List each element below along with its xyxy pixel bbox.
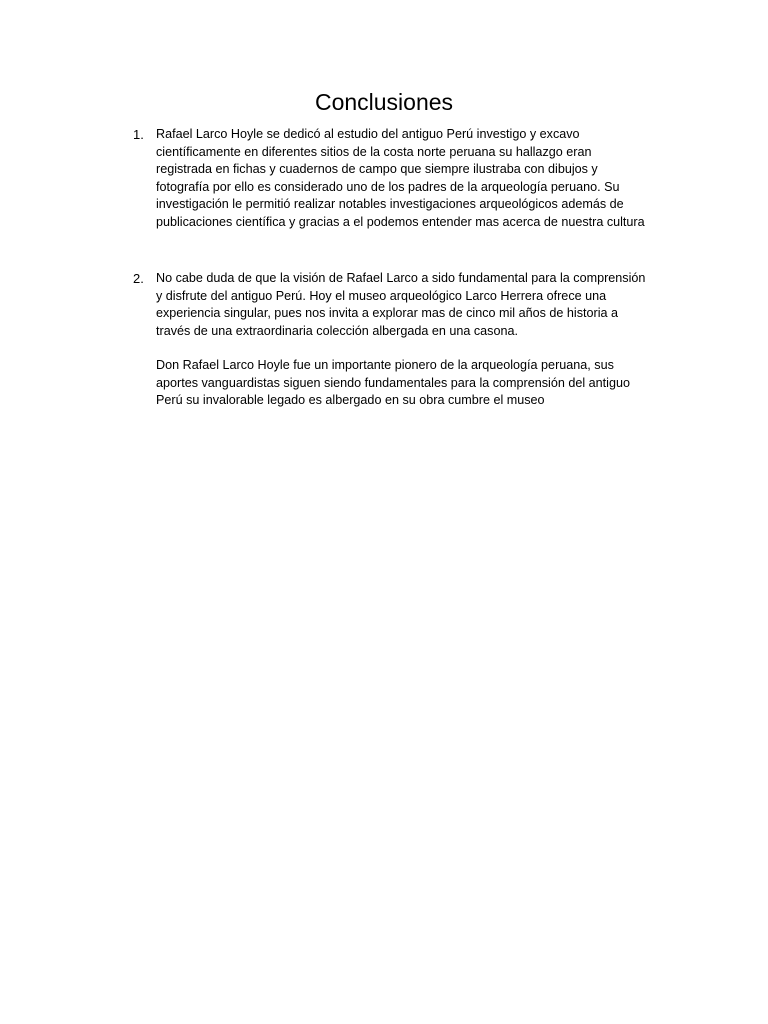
text-line: fotografía por ello es considerado uno de los padres de la arqueología peruano. Su [156, 179, 620, 194]
document-title: Conclusiones [314, 89, 454, 115]
text-line: investigación le permitió realizar notables investigaciones arqueológicos además de [156, 197, 624, 212]
list-item-text [156, 126, 673, 232]
text-line: Don Rafael Larco Hoyle fue un importante pionero de la arqueología peruana, sus [156, 358, 614, 372]
list-item-text [156, 270, 673, 340]
text-line: No cabe duda de que la visión de Rafael Larco a sido fundamental para la comprensión [156, 271, 646, 285]
text-line: Rafael Larco Hoyle se dedicó al estudio del antiguo Perú investigo y excavo [156, 127, 580, 141]
text-line: científicamente en diferentes sitios de la costa norte peruana su hallazgo eran [156, 144, 592, 159]
closing-paragraph [156, 357, 676, 410]
text-line: registrada en fichas y cuadernos de campo que siempre ilustraba con dibujos y [156, 162, 598, 177]
text-line: aportes vanguardistas siguen siendo fundamentales para la comprensión del antiguo [156, 375, 630, 390]
list-item-number: 2. [133, 271, 144, 286]
text-line: Perú su invalorable legado es albergado en su obra cumbre el museo [156, 393, 545, 408]
list-item-number: 1. [133, 127, 144, 142]
text-line: publicaciones científica y gracias a el podemos entender mas acerca de nuestra cultura [156, 214, 645, 229]
text-line: y disfrute del antiguo Perú. Hoy el museo arqueológico Larco Herrera ofrece una [156, 288, 607, 303]
text-line: experiencia singular, pues nos invita a explorar mas de cinco mil años de historia a [156, 306, 619, 321]
text-line: través de una extraordinaria colección albergada en una casona. [156, 323, 518, 338]
